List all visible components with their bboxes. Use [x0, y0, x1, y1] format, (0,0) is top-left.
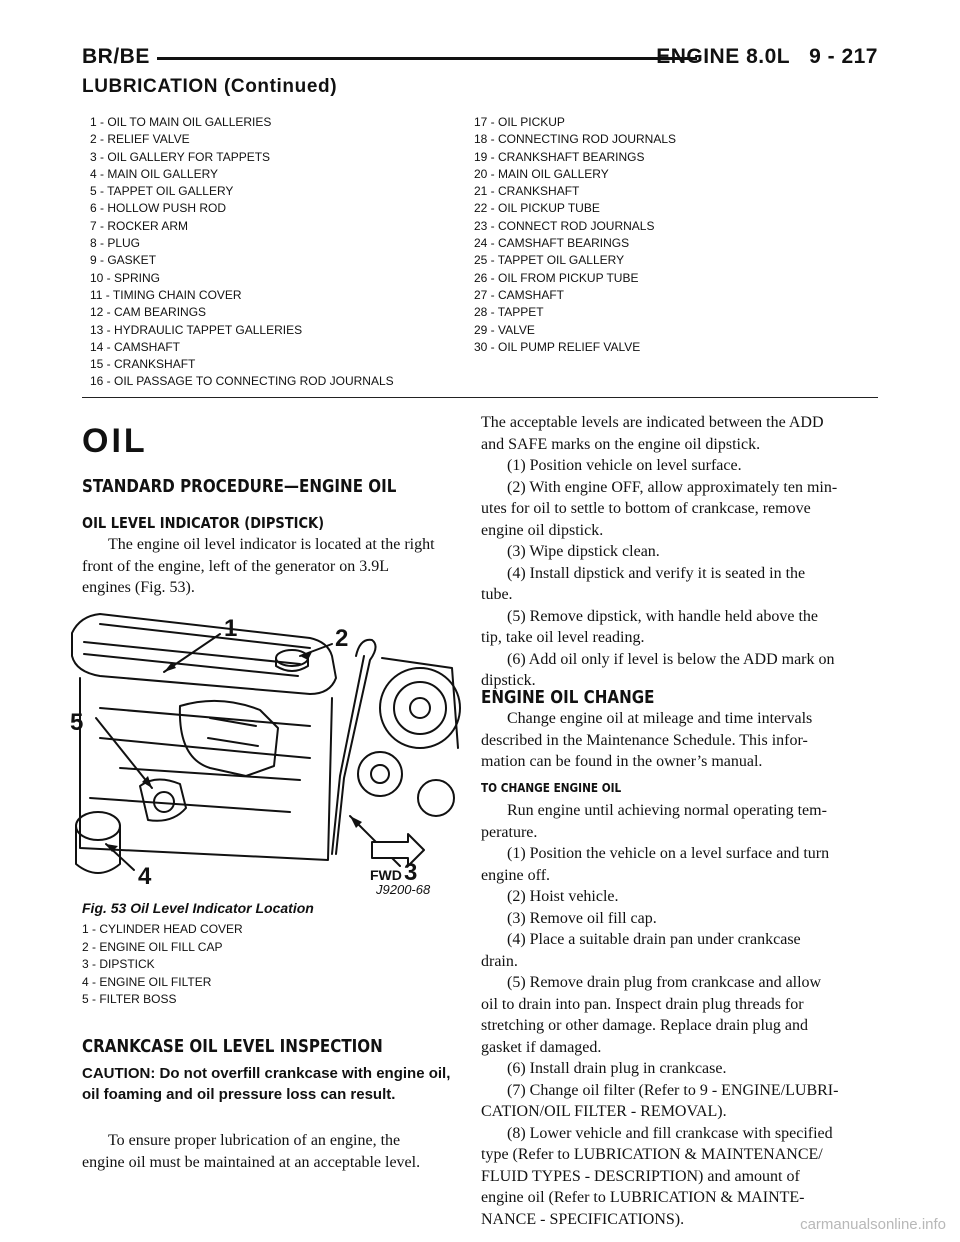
legend-item: 11 - TIMING CHAIN COVER	[90, 287, 242, 302]
legend-item: 16 - OIL PASSAGE TO CONNECTING ROD JOURNALS	[90, 374, 394, 389]
inspection-paragraph	[82, 1130, 478, 1173]
text-line: To ensure proper lubrication of an engine, the	[108, 1132, 401, 1149]
heading-to-change-oil: TO CHANGE ENGINE OIL	[481, 780, 622, 795]
legend-item: 7 - ROCKER ARM	[90, 218, 189, 233]
legend-item: 2 - RELIEF VALVE	[90, 132, 190, 147]
watermark: carmanualsonline.info	[800, 1216, 946, 1233]
callout-5: 5	[70, 709, 84, 736]
legend-item: 20 - MAIN OIL GALLERY	[474, 166, 609, 181]
text-line: described in the Maintenance Schedule. This infor-	[481, 731, 808, 749]
legend-column-2	[474, 114, 676, 356]
header-model: BR/BE	[82, 45, 150, 68]
legend-item: 12 - CAM BEARINGS	[90, 305, 207, 320]
step-line: (3) Remove oil fill cap.	[507, 909, 657, 927]
legend-item: 25 - TAPPET OIL GALLERY	[474, 253, 625, 268]
header-section-page	[656, 44, 878, 70]
legend-item: 5 - TAPPET OIL GALLERY	[90, 184, 234, 199]
legend-item: 4 - MAIN OIL GALLERY	[90, 166, 219, 181]
legend-item: 30 - OIL PUMP RELIEF VALVE	[474, 339, 641, 354]
step-line: tip, take oil level reading.	[481, 629, 645, 646]
step-line: (3) Wipe dipstick clean.	[507, 543, 660, 560]
fwd-label: FWD	[370, 867, 402, 883]
step-line: (4) Install dipstick and verify it is seated in the	[507, 564, 806, 582]
step-line: (8) Lower vehicle and fill crankcase with specified	[507, 1124, 833, 1142]
caution-note	[82, 1063, 482, 1105]
step-line: tube.	[481, 586, 513, 603]
step-line: utes for oil to settle to bottom of crankcase, remove	[481, 500, 811, 517]
legend-item: 9 - GASKET	[90, 253, 157, 268]
engine-illustration	[60, 598, 465, 898]
step-line: perature.	[481, 823, 538, 841]
step-line: dipstick.	[481, 672, 536, 689]
step-line: (6) Add oil only if level is below the ADD mark on	[507, 650, 835, 668]
section-title: OIL	[82, 422, 148, 460]
oil-change-paragraph	[481, 708, 877, 773]
step-line: engine off.	[481, 866, 551, 884]
inspection-steps	[481, 455, 877, 692]
caution-line: oil foaming and oil pressure loss can result.	[82, 1086, 396, 1103]
figure-code: J9200-68	[376, 882, 431, 897]
legend-item: 24 - CAMSHAFT BEARINGS	[474, 236, 630, 251]
figure-legend-item: 1 - CYLINDER HEAD COVER	[82, 922, 243, 936]
caution-line: CAUTION: Do not overfill crankcase with engine oil,	[82, 1065, 451, 1082]
text-line: and SAFE marks on the engine oil dipstick.	[481, 435, 761, 453]
legend-item: 26 - OIL FROM PICKUP TUBE	[474, 270, 639, 285]
figure-caption: Fig. 53 Oil Level Indicator Location	[82, 900, 314, 916]
legend-column-1	[90, 114, 394, 391]
figure-legend	[82, 921, 243, 1009]
legend-item: 15 - CRANKSHAFT	[90, 357, 196, 372]
text-line: The engine oil level indicator is located at the right	[108, 536, 435, 553]
figure-legend-item: 5 - FILTER BOSS	[82, 992, 177, 1006]
legend-item: 23 - CONNECT ROD JOURNALS	[474, 218, 655, 233]
step-line: (2) Hoist vehicle.	[507, 888, 619, 905]
text-line: The acceptable levels are indicated between the ADD	[481, 414, 824, 431]
figure-legend-item: 2 - ENGINE OIL FILL CAP	[82, 939, 223, 954]
step-line: (5) Remove drain plug from crankcase and allow	[507, 974, 822, 991]
step-line: (6) Install drain plug in crankcase.	[507, 1060, 727, 1077]
callout-1: 1	[224, 615, 238, 642]
legend-item: 13 - HYDRAULIC TAPPET GALLERIES	[90, 322, 303, 337]
step-line: engine oil (Refer to LUBRICATION & MAINTE-	[481, 1189, 805, 1206]
oil-change-steps	[481, 800, 877, 1230]
legend-item: 3 - OIL GALLERY FOR TAPPETS	[90, 149, 271, 164]
callout-2: 2	[335, 625, 349, 652]
heading-dipstick: OIL LEVEL INDICATOR (DIPSTICK)	[82, 514, 325, 532]
callout-3: 3	[404, 859, 418, 886]
legend-item: 17 - OIL PICKUP	[474, 115, 565, 129]
text-line: front of the engine, left of the generator on 3.9L	[82, 557, 389, 575]
header-page-number: 9 - 217	[809, 45, 878, 68]
heading-standard-procedure: STANDARD PROCEDURE—ENGINE OIL	[82, 476, 397, 497]
levels-paragraph	[481, 412, 877, 455]
step-line: drain.	[481, 952, 518, 970]
legend-item: 6 - HOLLOW PUSH ROD	[90, 201, 227, 216]
step-line: oil to drain into pan. Inspect drain plug threads for	[481, 995, 804, 1013]
legend-item: 21 - CRANKSHAFT	[474, 184, 580, 199]
legend-item: 22 - OIL PICKUP TUBE	[474, 201, 600, 216]
step-line: stretching or other damage. Replace drain plug and	[481, 1017, 808, 1034]
step-line: gasket if damaged.	[481, 1038, 602, 1056]
legend-item: 8 - PLUG	[90, 236, 141, 251]
header-rule	[157, 57, 697, 60]
legend-item: 27 - CAMSHAFT	[474, 287, 565, 302]
step-line: (1) Position vehicle on level surface.	[507, 457, 742, 474]
heading-oil-change: ENGINE OIL CHANGE	[481, 687, 655, 708]
step-line: FLUID TYPES - DESCRIPTION) and amount of	[481, 1167, 800, 1185]
step-line: engine oil dipstick.	[481, 521, 604, 539]
legend-item: 10 - SPRING	[90, 270, 161, 285]
step-line: (7) Change oil filter (Refer to 9 - ENGINE/LUBRI-	[507, 1081, 839, 1099]
step-line: (1) Position the vehicle on a level surface and turn	[507, 845, 830, 862]
text-line: engines (Fig. 53).	[82, 579, 195, 596]
legend-item: 14 - CAMSHAFT	[90, 339, 181, 354]
step-line: (2) With engine OFF, allow approximately ten min-	[507, 478, 838, 496]
figure-legend-item: 4 - ENGINE OIL FILTER	[82, 974, 212, 989]
legend-divider	[82, 397, 878, 398]
dipstick-paragraph	[82, 534, 478, 599]
step-line: (4) Place a suitable drain pan under crankcase	[507, 931, 801, 948]
figure-legend-item: 3 - DIPSTICK	[82, 957, 155, 971]
legend-item: 28 - TAPPET	[474, 305, 544, 320]
step-line: CATION/OIL FILTER - REMOVAL).	[481, 1103, 727, 1120]
step-line: (5) Remove dipstick, with handle held above the	[507, 607, 819, 625]
legend-item: 18 - CONNECTING ROD JOURNALS	[474, 132, 677, 147]
text-line: Change engine oil at mileage and time intervals	[507, 710, 813, 727]
step-line: Run engine until achieving normal operating tem-	[507, 802, 827, 819]
callout-4: 4	[138, 863, 152, 890]
legend-item: 1 - OIL TO MAIN OIL GALLERIES	[90, 115, 272, 129]
text-line: mation can be found in the owner’s manual.	[481, 753, 763, 770]
header-subtitle: LUBRICATION (Continued)	[82, 76, 338, 97]
legend-item: 19 - CRANKSHAFT BEARINGS	[474, 149, 645, 164]
step-line: NANCE - SPECIFICATIONS).	[481, 1210, 685, 1228]
step-line: type (Refer to LUBRICATION & MAINTENANCE/	[481, 1146, 823, 1163]
header-section: ENGINE 8.0L	[656, 45, 791, 68]
legend-item: 29 - VALVE	[474, 322, 535, 337]
heading-inspection: CRANKCASE OIL LEVEL INSPECTION	[82, 1036, 383, 1057]
text-line: engine oil must be maintained at an acceptable level.	[82, 1153, 421, 1171]
